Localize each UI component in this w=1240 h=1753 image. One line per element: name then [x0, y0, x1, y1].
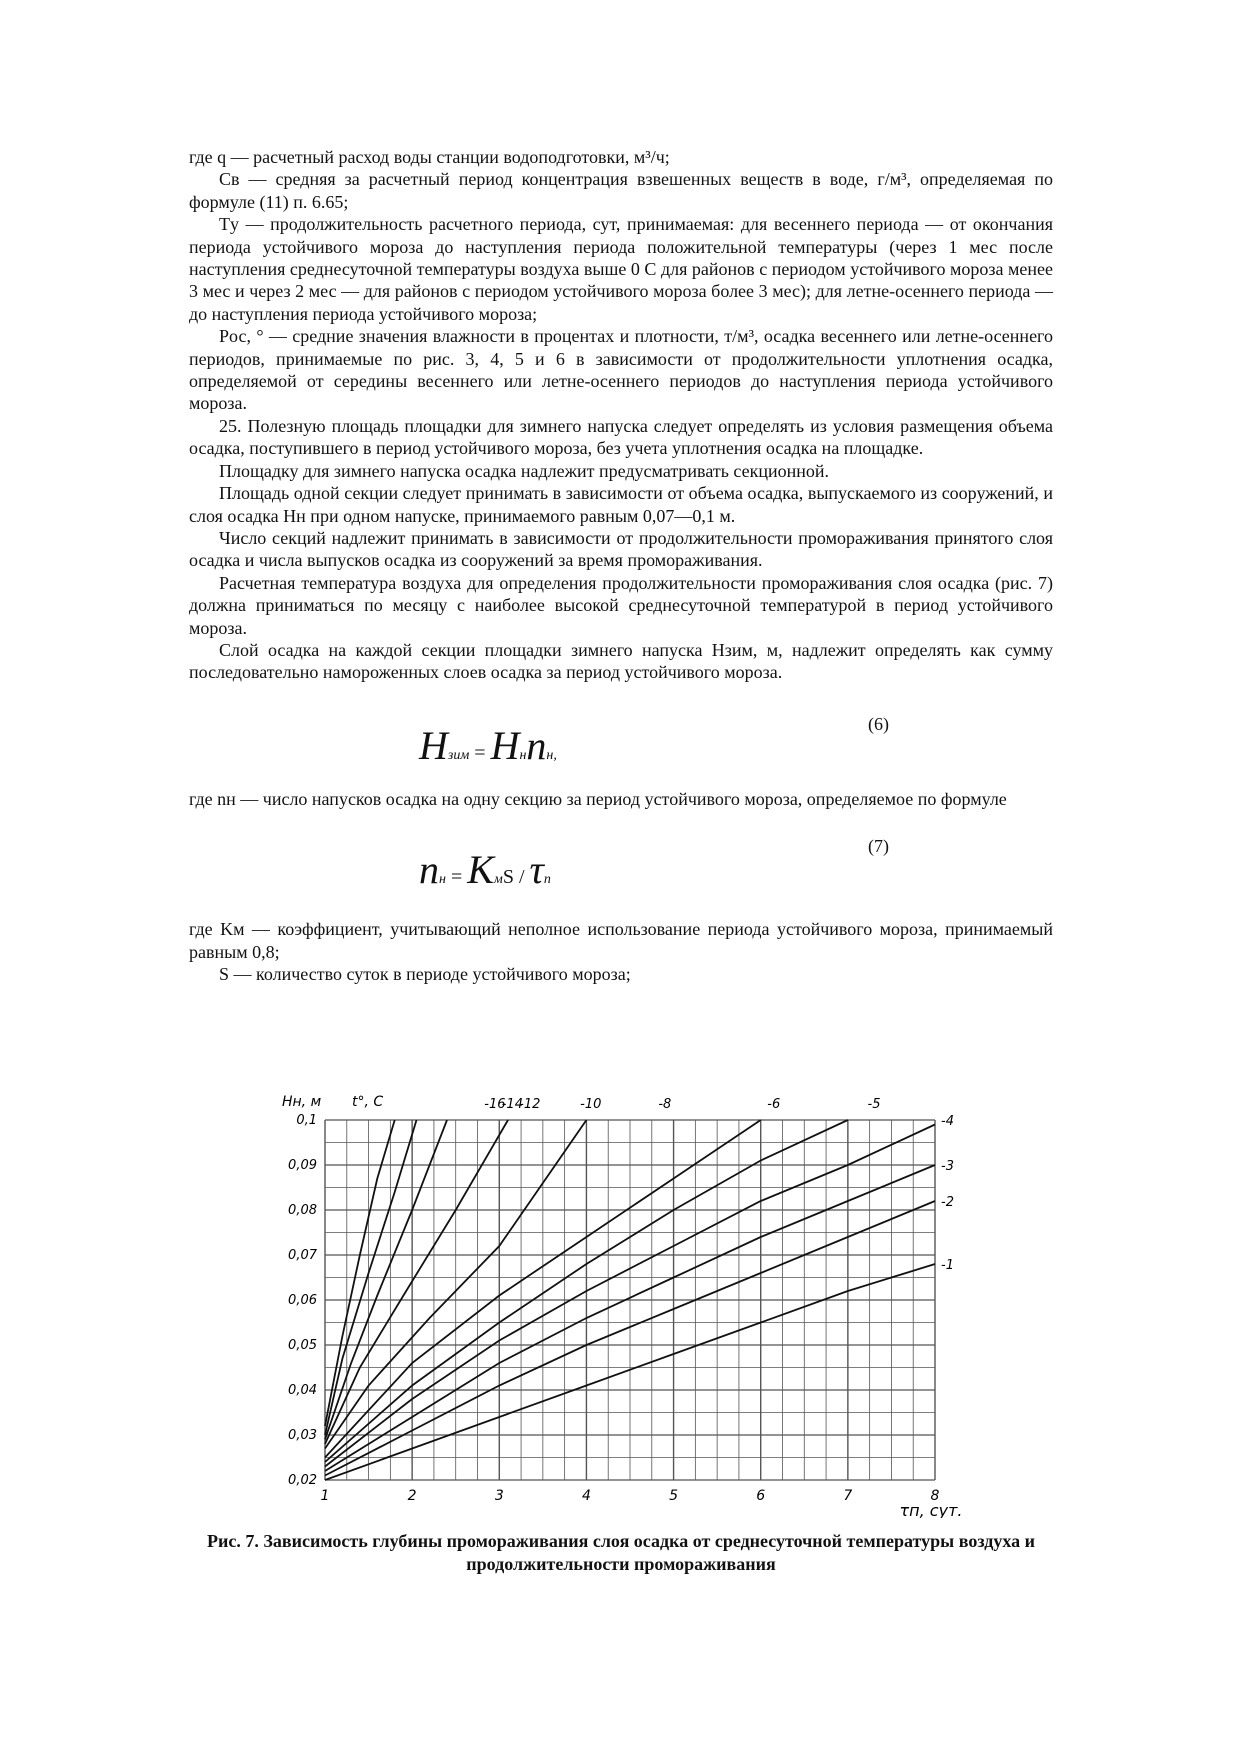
y-tick-label: 0,03 [288, 1428, 317, 1443]
formula-symbol: S [502, 866, 514, 889]
formula-subscript: м [493, 872, 503, 888]
paragraph: 25. Полезную площадь площадки для зимнего напуска следует определять из условия размещения объема осадка, поступившего в период устойчивого мороза, без учета уплотнения осадка на площадке. [189, 415, 1053, 459]
formula-subscript: н [546, 747, 554, 763]
curve-label-top: -16 [484, 1097, 506, 1112]
y-tick-label: 0,06 [288, 1293, 317, 1308]
x-tick-label: 1 [320, 1488, 330, 1504]
y-tick-label: 0,09 [288, 1158, 317, 1173]
formula-6-expression [419, 722, 557, 769]
curve-label-top: -14 [501, 1097, 523, 1112]
formula-operator: = [445, 866, 468, 889]
formula-operator: = [469, 741, 491, 764]
x-tick-label: 5 [669, 1488, 679, 1504]
formula-subscript: п [543, 872, 551, 888]
formula-symbol: τ [529, 847, 544, 893]
formula-punctuation: , [553, 747, 557, 763]
y-tick-label: 0,05 [288, 1338, 317, 1353]
y-tick-label: 0,04 [288, 1383, 317, 1398]
y-tick-label: 0,1 [296, 1113, 317, 1128]
paragraph: Cв — средняя за расчетный период концентрация взвешенных веществ в воде, г/м³, определяемая по формуле (11) п. 6.65; [189, 169, 1053, 212]
paragraph: S — количество суток в периоде устойчивого мороза; [219, 963, 631, 984]
formula-number: (6) [868, 713, 889, 734]
paragraph: Площадку для зимнего напуска осадка надлежит предусматривать секционной. [219, 460, 830, 481]
formula-subscript: н [439, 872, 446, 888]
formula-symbol: n [419, 847, 439, 893]
y-tick-label: 0,02 [288, 1473, 317, 1488]
formula-7 [189, 810, 1053, 914]
formula-subscript: н [519, 747, 527, 763]
paragraph: Число секций надлежит принимать в зависимости от продолжительности промораживания принятого слоя осадка и числа выпусков осадка из сооружений за время промораживания. [189, 527, 1053, 571]
y-tick-label: 0,07 [288, 1248, 317, 1263]
paragraph: где nн — число напусков осадка на одну секцию за период устойчивого мороза, определяемое по формуле [189, 788, 1007, 809]
chart-svg [270, 1088, 990, 1518]
paragraph: Слой осадка на каждой секции площадки зимнего напуска Hзим, м, надлежит определять как сумму последовательно намороженных слоев осадка за период устойчивого мороза. [189, 639, 1053, 683]
curve-label-right: -3 [941, 1159, 954, 1174]
formula-symbol: H [419, 722, 448, 768]
formula-operator: / [513, 866, 530, 889]
formula-subscript: зим [447, 747, 470, 763]
y-tick-label: 0,08 [288, 1203, 317, 1218]
x-tick-label: 3 [494, 1488, 504, 1504]
x-tick-label: 6 [756, 1488, 766, 1504]
paragraph: где q — расчетный расход воды станции водоподготовки, м³/ч; [189, 147, 670, 167]
formula-symbol: K [467, 847, 494, 893]
paragraph: Площадь одной секции следует принимать в зависимости от объема осадка, выпускаемого из сооружений, и слоя осадка Hн при одном напуске, принимаемого равным 0,07—0,1 м. [189, 483, 1053, 526]
figure-7-chart [270, 1088, 990, 1518]
x-axis-label: τп, сут. [899, 1501, 963, 1518]
curve-label-top: -12 [519, 1097, 541, 1112]
x-tick-label: 7 [843, 1488, 853, 1504]
curve-label-right: -2 [941, 1195, 954, 1210]
formula-symbol: H [490, 722, 520, 768]
curve-label-top: -6 [767, 1097, 781, 1112]
curve-label-top: -5 [867, 1097, 881, 1112]
x-tick-label: 4 [581, 1488, 591, 1504]
curve-label-right: -1 [941, 1258, 954, 1273]
formula-number: (7) [868, 836, 889, 857]
paragraph: Tу — продолжительность расчетного периода, сут, принимаемая: для весеннего периода — от окончания периода устойчивого мороза до наступления периода положительной температуры (через 1 мес после наступления среднесуточной температуры воздуха выше 0 C для районов с периодом устойчивого мороза менее 3 мес и через 2 мес — для районов с периодом устойчивого мороза более 3 мес); для летне-осеннего периода — до наступления периода устойчивого мороза; [189, 214, 1053, 324]
paragraph: Расчетная температура воздуха для определения продолжительности промораживания слоя осадка (рис. 7) должна приниматься по месяцу с наиболее высокой среднесуточной температурой в период устойчивого мороза. [189, 572, 1053, 638]
curve-series [325, 1120, 395, 1426]
paragraph: где Kм — коэффициент, учитывающий неполное использование периода устойчивого мороза, принимаемый равным 0,8; [189, 919, 1053, 962]
paragraph: Pос, ° — средние значения влажности в процентах и плотности, т/м³, осадка весеннего или летне-осеннего периодов, принимаемые по рис. 3, 4, 5 и 6 в зависимости от продолжительности уплотнения осадка, определяемой от середины весеннего или летне-осеннего периодов до наступления периода устойчивого мороза. [189, 326, 1053, 414]
figure-caption: Рис. 7. Зависимость глубины промораживания слоя осадка от среднесуточной температуры воздуха и продолжительности промораживания [207, 1531, 1035, 1574]
curve-label-right: -4 [941, 1114, 954, 1129]
y-axis-label: Hн, м [282, 1094, 322, 1110]
temperature-label: t°, C [352, 1094, 384, 1110]
curve-label-top: -10 [580, 1097, 602, 1112]
formula-symbol: n [526, 722, 547, 768]
formula-6 [189, 684, 1053, 784]
formula-7-expression [419, 846, 551, 893]
x-tick-label: 8 [930, 1488, 940, 1504]
curve-label-top: -8 [658, 1097, 672, 1112]
x-tick-label: 2 [407, 1488, 417, 1504]
document-body [189, 146, 1053, 985]
